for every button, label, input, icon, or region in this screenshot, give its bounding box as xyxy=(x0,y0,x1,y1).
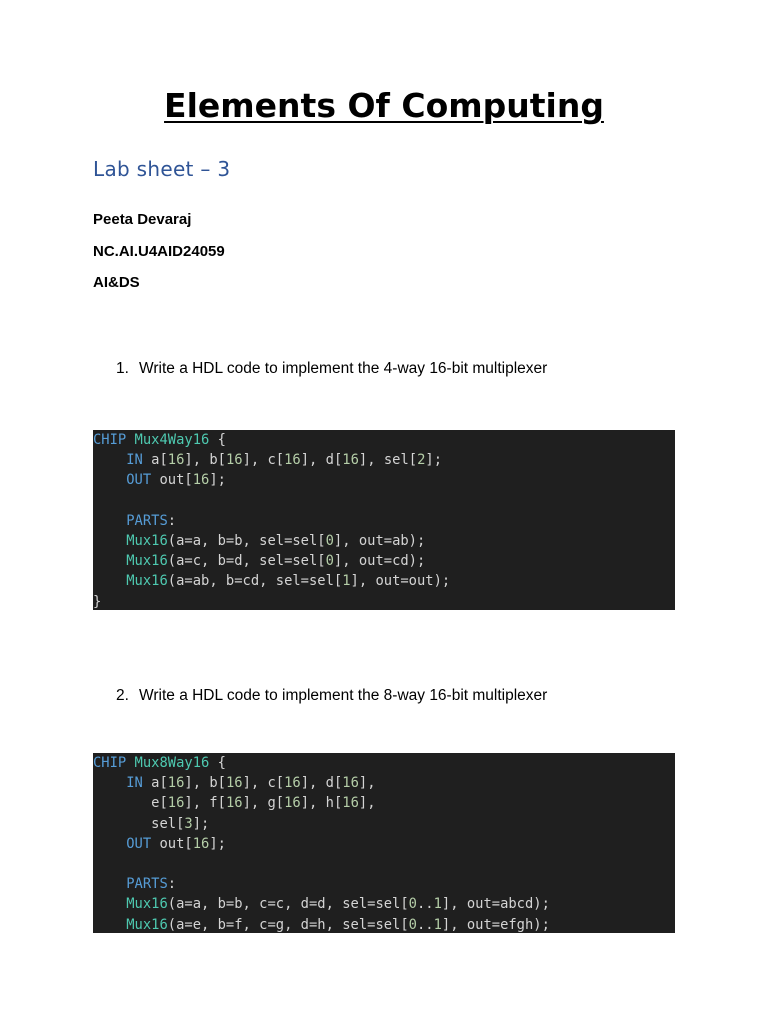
code-line xyxy=(93,491,675,511)
question-text: Write a HDL code to implement the 8-way 16-bit multiplexer xyxy=(139,687,548,704)
code-block-mux4way16 xyxy=(93,430,675,610)
code-line: IN a[16], b[16], c[16], d[16], sel[2]; xyxy=(126,452,443,469)
code-line: OUT out[16]; xyxy=(126,835,226,852)
page-title: Elements Of Computing xyxy=(164,86,604,125)
code-block-mux8way16 xyxy=(93,753,675,933)
code-line: Mux16(a=ab, b=cd, sel=sel[1], out=out); xyxy=(126,573,451,590)
student-name: Peeta Devaraj xyxy=(93,211,192,228)
code-line: sel[3]; xyxy=(93,815,210,832)
lab-sheet-subtitle: Lab sheet – 3 xyxy=(93,157,231,181)
code-line: PARTS: xyxy=(126,512,177,529)
question-1 xyxy=(116,360,547,378)
code-line: Mux16(a=a, b=b, c=c, d=d, sel=sel[0..1], out=abcd); xyxy=(126,896,550,913)
code-line: IN a[16], b[16], c[16], d[16], xyxy=(126,775,376,792)
code-line: CHIP Mux4Way16 { xyxy=(93,432,226,448)
student-department: AI&DS xyxy=(93,274,140,291)
code-line: Mux16(a=a, b=b, sel=sel[0], out=ab); xyxy=(126,532,426,549)
code-line: } xyxy=(93,593,102,610)
code-line: CHIP Mux8Way16 { xyxy=(93,755,226,771)
code-line: Mux16(a=c, b=d, sel=sel[0], out=cd); xyxy=(126,553,426,570)
code-line: PARTS: xyxy=(126,876,177,893)
code-line: Mux16(a=e, b=f, c=g, d=h, sel=sel[0..1], out=efgh); xyxy=(126,916,550,933)
question-number: 2. xyxy=(116,687,129,704)
question-2 xyxy=(116,687,547,705)
code-line: OUT out[16]; xyxy=(126,472,226,489)
student-roll-number: NC.AI.U4AID24059 xyxy=(93,243,225,260)
code-line xyxy=(93,854,675,874)
code-line: e[16], f[16], g[16], h[16], xyxy=(93,795,376,812)
question-text: Write a HDL code to implement the 4-way 16-bit multiplexer xyxy=(139,360,548,377)
question-number: 1. xyxy=(116,360,129,377)
